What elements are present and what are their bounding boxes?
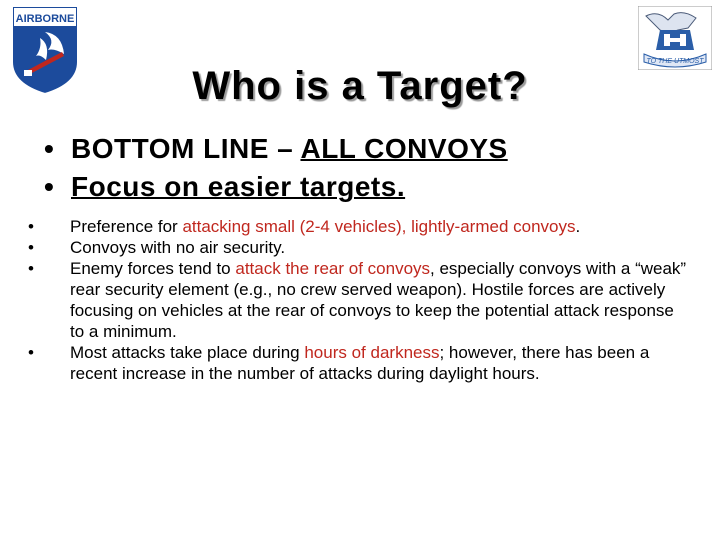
main-bullet-1	[44, 130, 508, 168]
detail-text: Enemy forces tend to	[70, 259, 236, 278]
airborne-tab-text: AIRBORNE	[15, 13, 75, 25]
crest-motto-text: TO THE UTMOST	[646, 58, 704, 65]
detail-highlight: attacking small (2-4 vehicles), lightly-armed convoys	[182, 217, 576, 236]
main-bullet-underlined: ALL CONVOYS	[300, 133, 508, 164]
detail-text: .	[575, 217, 581, 236]
detail-text: Convoys with no air security.	[70, 238, 286, 257]
main-bullet-list	[44, 130, 508, 206]
main-bullet-prefix: BOTTOM LINE –	[71, 133, 301, 164]
detail-bullet-1	[28, 216, 688, 237]
slide-title: Who is a Target?	[192, 64, 528, 108]
bullet-icon: •	[28, 217, 34, 236]
detail-text: Preference for	[70, 217, 183, 236]
detail-highlight: attack the rear of convoys	[235, 259, 431, 278]
detail-bullet-list	[28, 216, 688, 384]
detail-text: , especially convoys with a “weak” rear security element (e.g., no crew served weapon). Hostile forces are actively focusing on vehicles at the rear of convoys to keep the potential attack response to a minimum.	[70, 259, 687, 341]
detail-bullet-2	[28, 237, 688, 258]
detail-text: Most attacks take place during	[70, 343, 305, 362]
bullet-icon: •	[28, 238, 34, 257]
bullet-icon: •	[28, 343, 34, 362]
bullet-icon: •	[44, 133, 55, 164]
regimental-crest-logo	[638, 6, 712, 70]
detail-text: ; however, there has been a recent increase in the number of attacks during daylight hours.	[70, 343, 650, 383]
main-bullet-2	[44, 168, 508, 206]
bullet-icon: •	[44, 171, 55, 202]
detail-bullet-4	[28, 342, 688, 384]
main-bullet-text: Focus on easier targets.	[71, 171, 406, 202]
detail-highlight: hours of darkness	[304, 343, 440, 362]
detail-bullet-3	[28, 258, 688, 342]
bullet-icon: •	[28, 259, 34, 278]
